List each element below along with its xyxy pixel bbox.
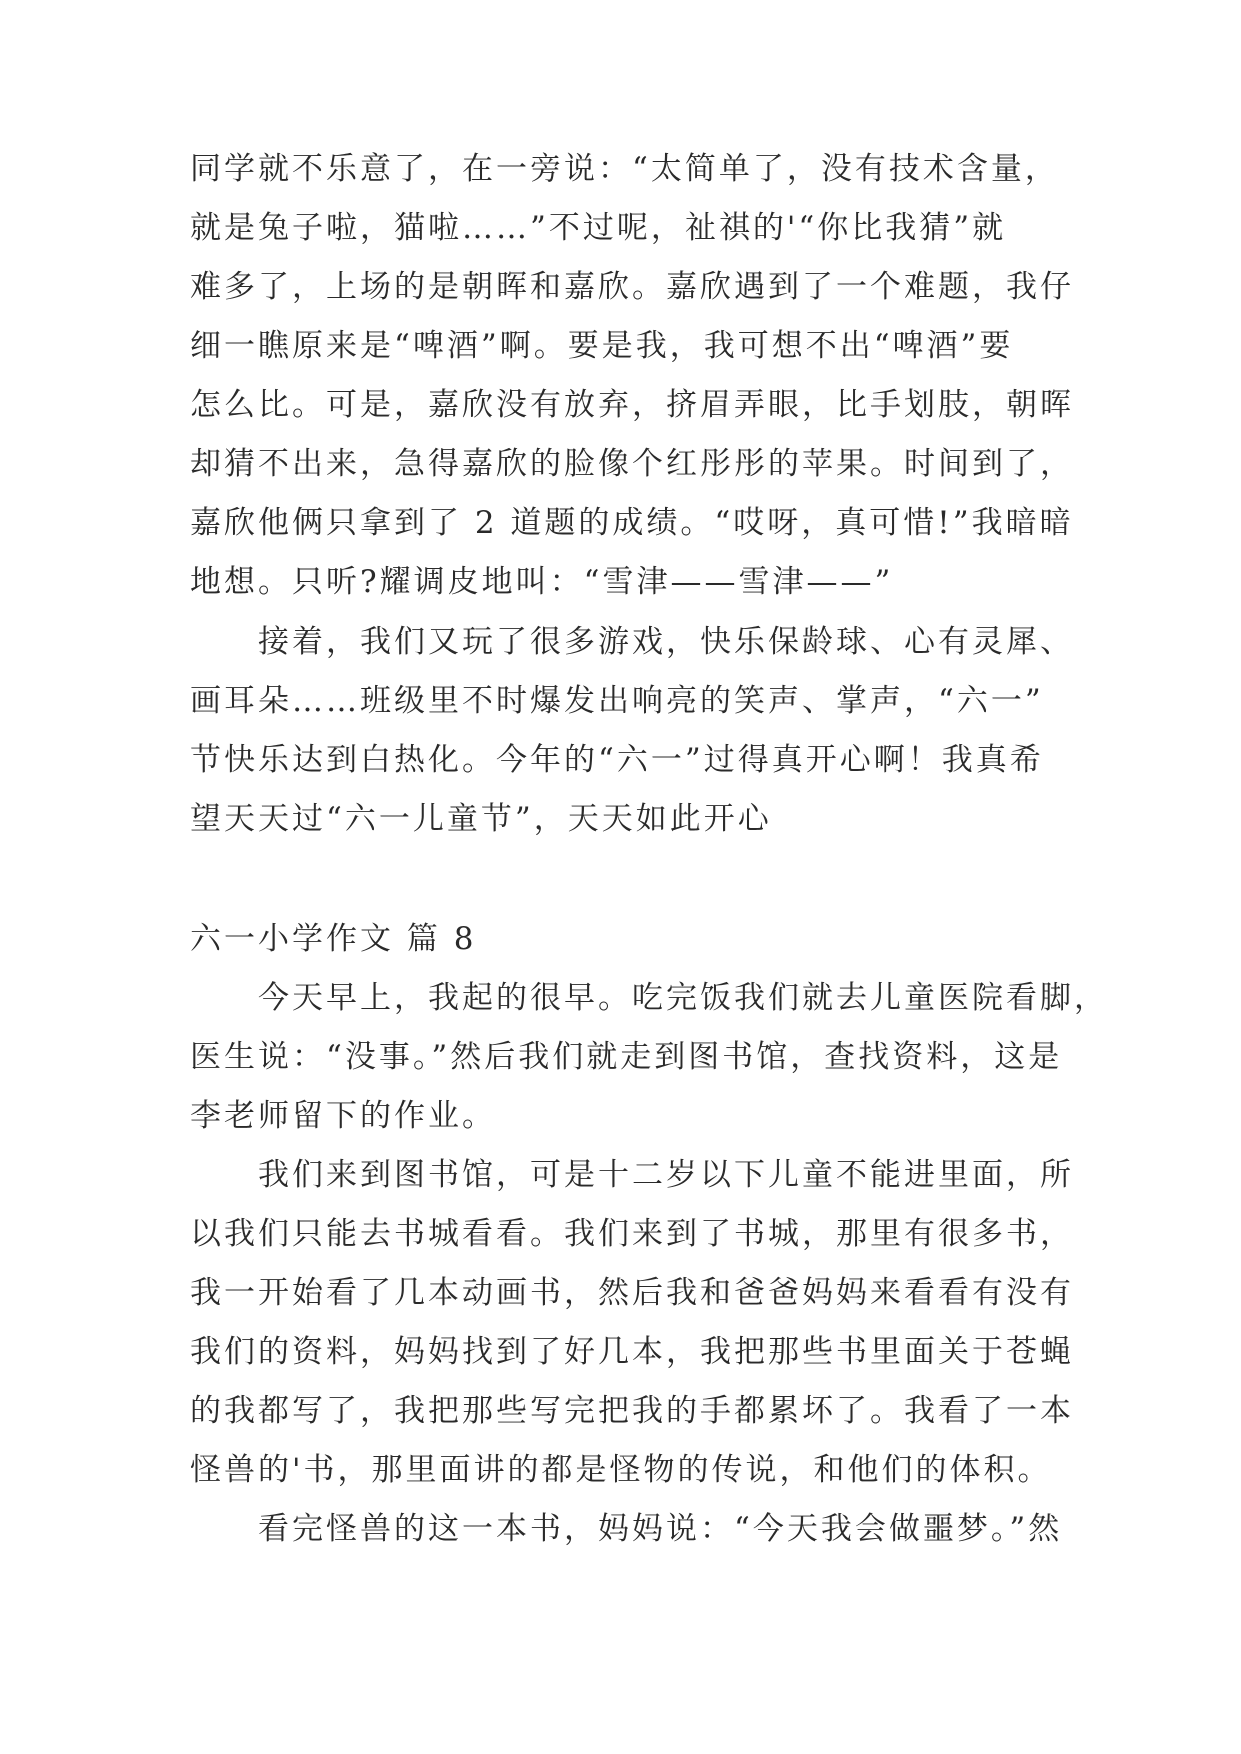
text-line: 我们来到图书馆，可是十二岁以下儿童不能进里面，所 xyxy=(258,1157,1074,1193)
text-line: 今天早上，我起的很早。吃完饭我们就去儿童医院看脚， xyxy=(258,980,1108,1016)
paragraph-morning xyxy=(190,969,1108,1146)
paragraph-more-games xyxy=(190,613,1074,849)
article-title: 六一小学作文 篇 8 xyxy=(190,921,477,957)
text-line: 地想。只听?耀调皮地叫：“雪津——雪津——” xyxy=(190,564,894,600)
section-heading xyxy=(190,910,1070,969)
text-line: 医生说：“没事。”然后我们就走到图书馆，查找资料，这是 xyxy=(190,1039,1063,1075)
text-line: 看完怪兽的这一本书，妈妈说：“今天我会做噩梦。”然 xyxy=(258,1511,1063,1547)
text-line: 以我们只能去书城看看。我们来到了书城，那里有很多书， xyxy=(190,1216,1074,1252)
text-line: 却猜不出来，急得嘉欣的脸像个红彤彤的苹果。时间到了， xyxy=(190,446,1074,482)
text-line: 的我都写了，我把那些写完把我的手都累坏了。我看了一本 xyxy=(190,1393,1074,1429)
paragraph-monster-book xyxy=(190,1500,1070,1559)
paragraph-game-description xyxy=(190,140,1074,612)
text-line: 节快乐达到白热化。今年的“六一”过得真开心啊！我真希 xyxy=(190,742,1044,778)
text-line: 细一瞧原来是“啤酒”啊。要是我，我可想不出“啤酒”要 xyxy=(190,328,1014,364)
text-line: 我们的资料，妈妈找到了好几本，我把那些书里面关于苍蝇 xyxy=(190,1334,1074,1370)
text-line: 就是兔子啦，猫啦……”不过呢，祉祺的'“你比我猜”就 xyxy=(190,210,1007,246)
text-line: 画耳朵……班级里不时爆发出响亮的笑声、掌声，“六一” xyxy=(190,683,1044,719)
text-line: 怎么比。可是，嘉欣没有放弃，挤眉弄眼，比手划肢，朝晖 xyxy=(190,387,1074,423)
text-line: 嘉欣他俩只拿到了 2 道题的成绩。“哎呀，真可惜!”我暗暗 xyxy=(190,505,1074,541)
text-line: 难多了，上场的是朝晖和嘉欣。嘉欣遇到了一个难题，我仔 xyxy=(190,269,1074,305)
text-line: 接着，我们又玩了很多游戏，快乐保龄球、心有灵犀、 xyxy=(258,624,1074,660)
text-line: 李老师留下的作业。 xyxy=(190,1098,496,1134)
text-line: 望天天过“六一儿童节”，天天如此开心 xyxy=(190,801,772,837)
text-line: 怪兽的'书，那里面讲的都是怪物的传说，和他们的体积。 xyxy=(190,1452,1052,1488)
text-line: 我一开始看了几本动画书，然后我和爸爸妈妈来看看有没有 xyxy=(190,1275,1074,1311)
text-line: 同学就不乐意了，在一旁说：“太简单了，没有技术含量， xyxy=(190,151,1059,187)
paragraph-library xyxy=(190,1146,1074,1500)
